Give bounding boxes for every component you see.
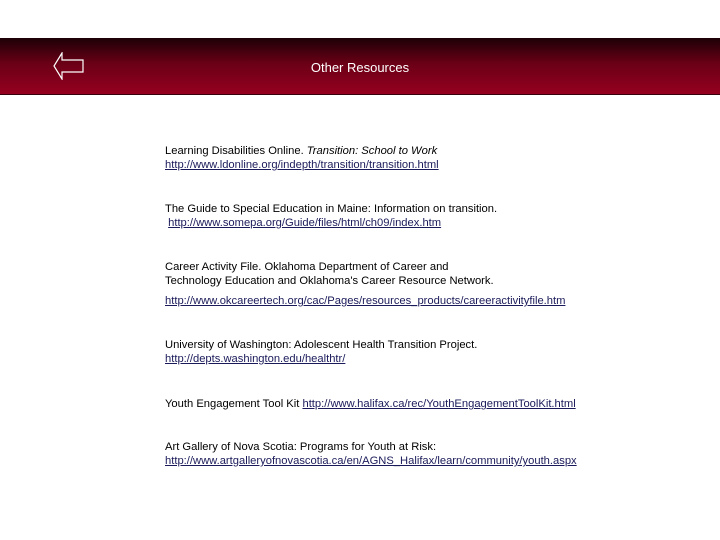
resource-link[interactable]: http://www.artgalleryofnovascotia.ca/en/AGNS_Halifax/learn/community/youth.aspx <box>165 455 577 467</box>
resource-entry <box>165 202 497 230</box>
resource-entry <box>165 260 565 308</box>
resource-entry <box>165 397 576 411</box>
resource-entry <box>165 440 577 468</box>
resource-title: Transition: School to Work <box>306 145 438 157</box>
header-banner <box>0 38 720 95</box>
resource-link[interactable]: http://depts.washington.edu/healthtr/ <box>165 353 346 365</box>
resource-text: The Guide to Special Education in Maine: Information on transition. <box>165 203 498 215</box>
resource-text: Technology Education and Oklahoma's Career Resource Network. <box>165 275 494 287</box>
resource-entry <box>165 144 439 172</box>
resource-link[interactable]: http://www.somepa.org/Guide/files/html/ch09/index.htm <box>168 217 442 229</box>
resource-entry <box>165 338 477 366</box>
resource-link[interactable]: http://www.halifax.ca/rec/YouthEngagementToolKit.html <box>302 398 576 410</box>
resource-link[interactable]: http://www.ldonline.org/indepth/transition/transition.html <box>165 159 439 171</box>
resource-link[interactable]: http://www.okcareertech.org/cac/Pages/resources_products/careeractivityfile.htm <box>165 295 566 307</box>
resource-text: Youth Engagement Tool Kit <box>165 398 303 410</box>
resource-text: Learning Disabilities Online. <box>165 145 307 157</box>
page-title: Other Resources <box>310 60 410 75</box>
resource-text: Career Activity File. Oklahoma Department of Career and <box>165 261 449 273</box>
resource-text: Art Gallery of Nova Scotia: Programs for Youth at Risk: <box>165 441 437 453</box>
resource-text: University of Washington: Adolescent Health Transition Project. <box>165 339 478 351</box>
